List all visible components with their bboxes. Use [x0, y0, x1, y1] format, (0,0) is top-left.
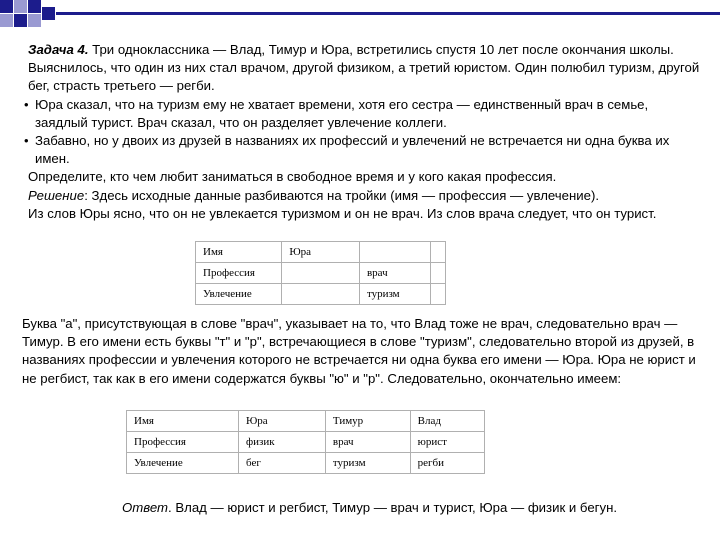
deco-square — [0, 0, 13, 13]
answer-label: Ответ — [122, 500, 169, 515]
table-cell: врач — [359, 263, 430, 284]
table-cell: Профессия — [127, 432, 239, 453]
table-cell: Имя — [127, 411, 239, 432]
table-cell — [282, 284, 360, 305]
decorative-header — [0, 0, 720, 30]
partial-table — [195, 241, 446, 305]
final-table — [126, 410, 485, 474]
solution-intro-text: : Здесь исходные данные разбиваются на тройки (имя — профессия — увлечение). — [84, 187, 600, 203]
table-row — [127, 432, 485, 453]
problem-intro-text: Три одноклассника — Влад, Тимур и Юра, встретились спустя 10 лет после окончания школы. Выяснилось, что один из них стал врачом, другой физиком, а третий юристом. Один полюбил туризм, другой бег, страсть третьего — регби. — [28, 42, 700, 94]
table-cell: Тимур — [325, 411, 410, 432]
table-cell: туризм — [325, 453, 410, 474]
deco-bar — [56, 12, 720, 15]
bullet-item — [24, 132, 704, 168]
answer-body: . Влад — юрист и регбист, Тимур — врач и турист, Юра — физик и бегун. — [168, 500, 618, 515]
deco-square — [14, 0, 27, 13]
bullet-item — [24, 96, 704, 132]
table-cell — [359, 242, 430, 263]
problem-intro — [28, 41, 704, 96]
table-cell: Увлечение — [196, 284, 282, 305]
table-cell: Юра — [282, 242, 360, 263]
solution-intro — [28, 187, 704, 205]
deco-square — [28, 0, 41, 13]
table-cell — [431, 263, 446, 284]
table-row — [127, 453, 485, 474]
table-cell: туризм — [359, 284, 430, 305]
table-cell — [431, 284, 446, 305]
problem-text — [24, 41, 704, 223]
bullet-icon: • — [24, 133, 29, 149]
reasoning-text: Буква "а", присутствующая в слове "врач", указывает на то, что Влад тоже не врач, следовательно врач — Тимур. В его имени есть буквы "т" и "р", встречающиеся в слове "туризм", следовательно второй из друзей, в названиях профессии и увлечения которого не встречается ни одна буква его имени — Юра. Юра не юрист и не регбист, так как в его имени содержатся буквы "ю" и "р". Следовательно, окончательно имеем: — [22, 316, 696, 386]
problem-label: Задача 4. — [28, 42, 89, 57]
solution-text: Из слов Юры ясно, что он не увлекается туризмом и он не врач. Из слов врача следует, что он турист. — [28, 205, 657, 221]
table-row — [196, 284, 446, 305]
table-cell: Юра — [239, 411, 326, 432]
table-cell — [282, 263, 360, 284]
table-cell: физик — [239, 432, 326, 453]
table-cell — [431, 242, 446, 263]
deco-square — [0, 14, 13, 27]
table-cell: врач — [325, 432, 410, 453]
deco-square — [42, 7, 55, 20]
bullet-text: Забавно, но у двоих из друзей в названиях их профессий и увлечений не встречается ни одна буква их имен. — [35, 133, 670, 167]
table-cell: бег — [239, 453, 326, 474]
answer-text — [122, 499, 617, 517]
bullet-icon: • — [24, 96, 29, 112]
table-cell: юрист — [410, 432, 484, 453]
table-row — [127, 411, 485, 432]
deco-square — [28, 14, 41, 27]
solution-label: Решение — [28, 187, 85, 203]
table-cell: Имя — [196, 242, 282, 263]
table-cell: регби — [410, 453, 484, 474]
table-row — [196, 263, 446, 284]
question-text: Определите, кто чем любит заниматься в свободное время и у кого какая профессия. — [28, 169, 557, 185]
deco-square — [14, 14, 27, 27]
table-cell: Влад — [410, 411, 484, 432]
table-row — [196, 242, 446, 263]
table-cell: Увлечение — [127, 453, 239, 474]
bullet-text: Юра сказал, что на туризм ему не хватает времени, хотя его сестра — единственный врач в семье, заядлый турист. Врач сказал, что он разделяет увлечение коллеги. — [35, 96, 649, 130]
table-cell: Профессия — [196, 263, 282, 284]
